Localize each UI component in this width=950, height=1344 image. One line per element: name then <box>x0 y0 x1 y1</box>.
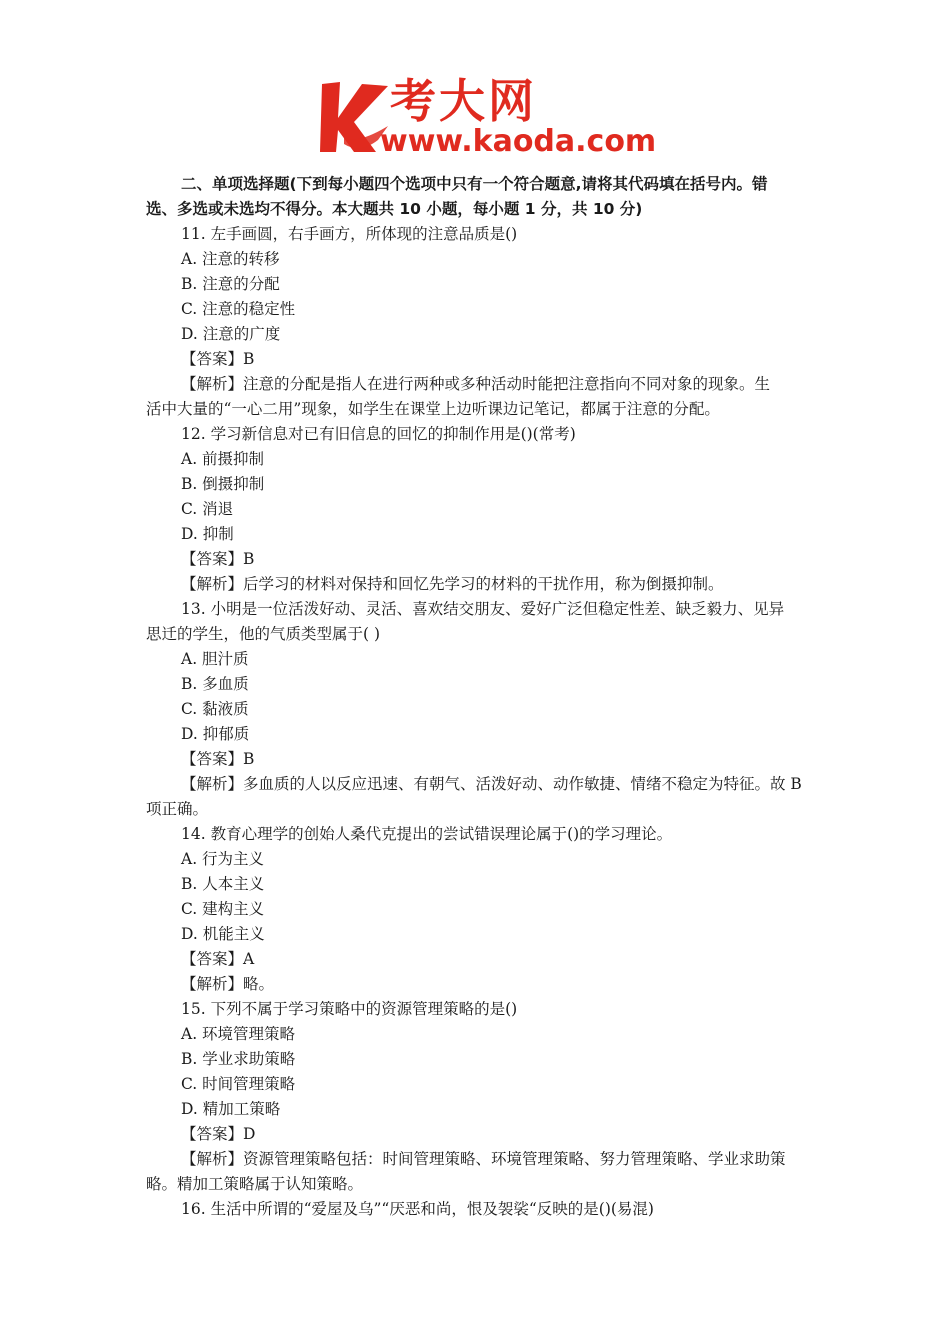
q15-analysis-line1: 【解析】资源管理策略包括：时间管理策略、环境管理策略、努力管理策略、学业求助策 <box>181 1150 786 1168</box>
q14-answer: 【答案】A <box>181 950 255 968</box>
q12-analysis-line1: 【解析】后学习的材料对保持和回忆先学习的材料的干扰作用，称为倒摄抑制。 <box>181 575 724 593</box>
q15-analysis-line2: 略。精加工策略属于认知策略。 <box>146 1175 364 1193</box>
logo-url-text: www.kaoda.com <box>380 124 657 159</box>
q11-option-c: C. 注意的稳定性 <box>181 300 296 318</box>
logo-brand-text: 考大网 <box>390 74 537 128</box>
q15-option-c: C. 时间管理策略 <box>181 1075 296 1093</box>
q14-option-d: D. 机能主义 <box>181 925 265 943</box>
q11-option-a: A. 注意的转移 <box>181 250 280 268</box>
q12-option-a: A. 前摄抑制 <box>181 450 265 468</box>
q12-option-c: C. 消退 <box>181 500 234 518</box>
q11-stem: 11. 左手画圆，右手画方，所体现的注意品质是() <box>181 225 518 243</box>
q11-option-d: D. 注意的广度 <box>181 325 281 343</box>
q14-option-a: A. 行为主义 <box>181 850 265 868</box>
q15-stem: 15. 下列不属于学习策略中的资源管理策略的是() <box>181 1000 518 1018</box>
q15-option-d: D. 精加工策略 <box>181 1100 281 1118</box>
q12-option-b: B. 倒摄抑制 <box>181 475 265 493</box>
q13-option-c: C. 黏液质 <box>181 700 249 718</box>
q14-option-b: B. 人本主义 <box>181 875 265 893</box>
q13-option-b: B. 多血质 <box>181 675 249 693</box>
section-heading-line2: 选、多选或未选均不得分。本大题共 10 小题，每小题 1 分，共 10 分) <box>146 200 643 218</box>
q13-option-a: A. 胆汁质 <box>181 650 249 668</box>
q15-option-a: A. 环境管理策略 <box>181 1025 296 1043</box>
q13-analysis-line2: 项正确。 <box>146 800 209 818</box>
q14-option-c: C. 建构主义 <box>181 900 265 918</box>
q13-stem-line2: 思迁的学生，他的气质类型属于( ) <box>146 625 381 643</box>
q15-option-b: B. 学业求助策略 <box>181 1050 296 1068</box>
section-heading-line1: 二、单项选择题(下到每小题四个选项中只有一个符合题意,请将其代码填在括号内。错 <box>181 175 768 193</box>
q12-stem: 12. 学习新信息对已有旧信息的回忆的抑制作用是()(常考) <box>181 425 576 443</box>
q13-option-d: D. 抑郁质 <box>181 725 250 743</box>
q14-analysis-line1: 【解析】略。 <box>181 975 275 993</box>
q11-option-b: B. 注意的分配 <box>181 275 280 293</box>
q16-stem: 16. 生活中所谓的“爱屋及乌”“厌恶和尚，恨及袈裟“反映的是()(易混) <box>181 1200 654 1218</box>
q11-analysis-line2: 活中大量的“一心二用”现象，如学生在课堂上边听课边记笔记，都属于注意的分配。 <box>146 400 720 418</box>
q12-answer: 【答案】B <box>181 550 255 568</box>
q15-answer: 【答案】D <box>181 1125 256 1143</box>
q14-stem: 14. 教育心理学的创始人桑代克提出的尝试错误理论属于()的学习理论。 <box>181 825 673 843</box>
q12-option-d: D. 抑制 <box>181 525 234 543</box>
q13-analysis-line1: 【解析】多血质的人以反应迅速、有朝气、活泼好动、动作敏捷、情绪不稳定为特征。故 B <box>181 775 802 793</box>
question-section <box>146 172 812 1222</box>
q13-stem-line1: 13. 小明是一位活泼好动、灵活、喜欢结交朋友、爱好广泛但稳定性差、缺乏毅力、见异 <box>181 600 785 618</box>
q13-answer: 【答案】B <box>181 750 255 768</box>
kaoda-logo <box>318 74 657 160</box>
q11-analysis-line1: 【解析】注意的分配是指人在进行两种或多种活动时能把注意指向不同对象的现象。生 <box>181 375 771 393</box>
q11-answer: 【答案】B <box>181 350 255 368</box>
